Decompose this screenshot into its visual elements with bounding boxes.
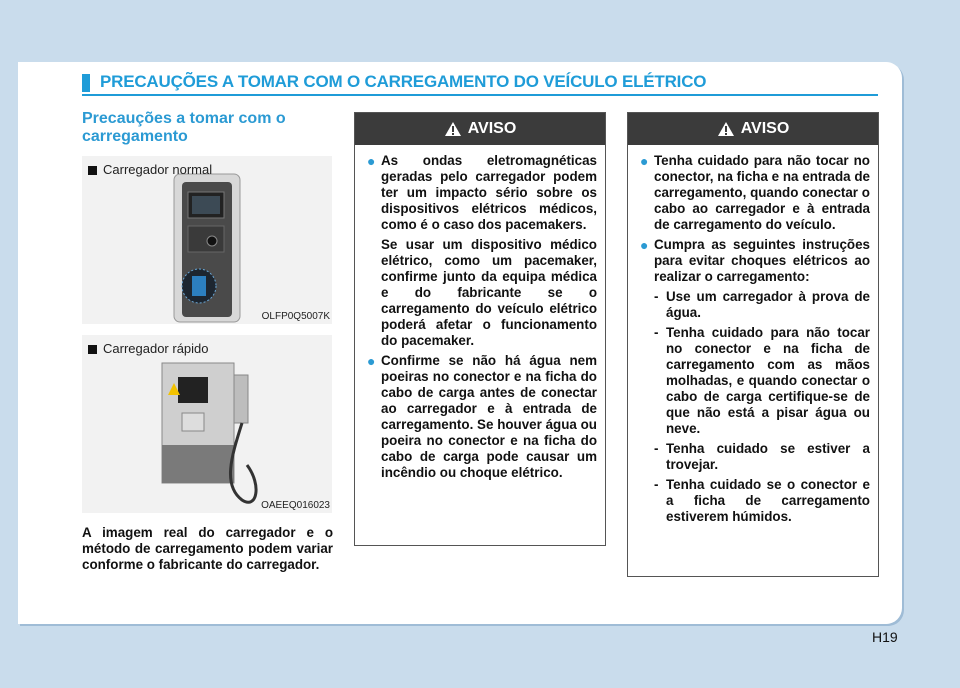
section-title: Precauções a tomar com o carregamento bbox=[82, 110, 286, 145]
warning-sub-item bbox=[640, 441, 870, 473]
fast-charger-image bbox=[82, 335, 332, 513]
warning-body bbox=[355, 145, 605, 481]
warning-item bbox=[367, 353, 597, 481]
warning-triangle-icon bbox=[717, 121, 735, 137]
header-rule bbox=[82, 94, 878, 96]
warning-box bbox=[354, 112, 606, 546]
warning-body bbox=[628, 145, 878, 525]
warning-continuation: Se usar um dispositivo médico elétrico, como um pacemaker, confirme junto da equipa médica e do fabricante se o carregamento do veículo elétrico poderá afetar o funcionamento do pacemaker. bbox=[381, 237, 597, 348]
bullet-icon: ● bbox=[640, 237, 649, 253]
warning-triangle-icon bbox=[444, 121, 462, 137]
bullet-icon: ● bbox=[367, 153, 376, 169]
square-bullet-icon bbox=[88, 345, 97, 354]
page-header bbox=[82, 72, 878, 94]
warning-title: AVISO bbox=[467, 120, 517, 137]
warning-box bbox=[627, 112, 879, 577]
warning-item bbox=[640, 153, 870, 233]
photo-label bbox=[88, 341, 209, 356]
bullet-icon: ● bbox=[367, 353, 376, 369]
warning-sub-item bbox=[640, 289, 870, 321]
warning-item bbox=[640, 237, 870, 285]
warning-sub-item bbox=[640, 477, 870, 525]
warning-header bbox=[355, 113, 605, 145]
dash-mark: - bbox=[654, 441, 659, 456]
warning-item-text: Tenha cuidado para não tocar no conector, na ficha e na entrada de carregamento, quando conectar o cabo ao carregador e à entrada de carregamento do veículo. bbox=[654, 153, 870, 232]
warning-sub-item-text: Tenha cuidado se o conector e a ficha de carregamento estiverem húmidos. bbox=[666, 477, 870, 524]
bullet-icon: ● bbox=[640, 153, 649, 169]
photo-normal-charger bbox=[82, 156, 332, 324]
warning-sub-item-text: Use um carregador à prova de água. bbox=[666, 289, 870, 320]
warning-title: AVISO bbox=[740, 120, 790, 137]
warning-header bbox=[628, 113, 878, 145]
square-bullet-icon bbox=[88, 166, 97, 175]
photo-label bbox=[88, 162, 212, 177]
header-accent-bar bbox=[82, 74, 90, 92]
photo-label-text: Carregador rápido bbox=[103, 341, 209, 356]
warning-sub-item bbox=[640, 325, 870, 437]
warning-item-text: Confirme se não há água nem poeiras no conector e na ficha do cabo de carga antes de conectar ao carregador e à entrada de carregamento. Se houver água ou poeira no conector e na ficha do cabo de carga pode causar um incêndio ou choque elétrico. bbox=[381, 353, 597, 480]
warning-item-text: Cumpra as seguintes instruções para evitar choques elétricos ao realizar o carregamento: bbox=[654, 237, 870, 284]
warning-sub-item-text: Tenha cuidado para não tocar no conector e na ficha de carregamento com as mãos molhadas, e quando conectar o cabo de carga certifique-se de que não está a pisar água ou neve. bbox=[666, 325, 870, 436]
dash-mark: - bbox=[654, 325, 659, 340]
header-title: PRECAUÇÕES A TOMAR COM O CARREGAMENTO DO VEÍCULO ELÉTRICO bbox=[100, 72, 707, 91]
warning-item bbox=[367, 153, 597, 233]
photo-fast-charger bbox=[82, 335, 332, 513]
photo-code: OAEEQ016023 bbox=[261, 500, 330, 511]
warning-sub-item-text: Tenha cuidado se estiver a trovejar. bbox=[666, 441, 870, 472]
warning-item-text: As ondas eletromagnéticas geradas pelo carregador podem ter um impacto sério sobre os dispositivos elétricos médicos, como é o caso dos pacemakers. bbox=[381, 153, 597, 232]
photo-code: OLFP0Q5007K bbox=[261, 311, 330, 322]
photo-label-text: Carregador normal bbox=[103, 162, 213, 177]
dash-mark: - bbox=[654, 477, 659, 492]
body-text: A imagem real do carregador e o método de carregamento podem variar conforme o fabricante do carregador. bbox=[82, 525, 333, 572]
page-number: H19 bbox=[872, 629, 898, 645]
dash-mark: - bbox=[654, 289, 659, 304]
normal-charger-image bbox=[82, 156, 332, 324]
